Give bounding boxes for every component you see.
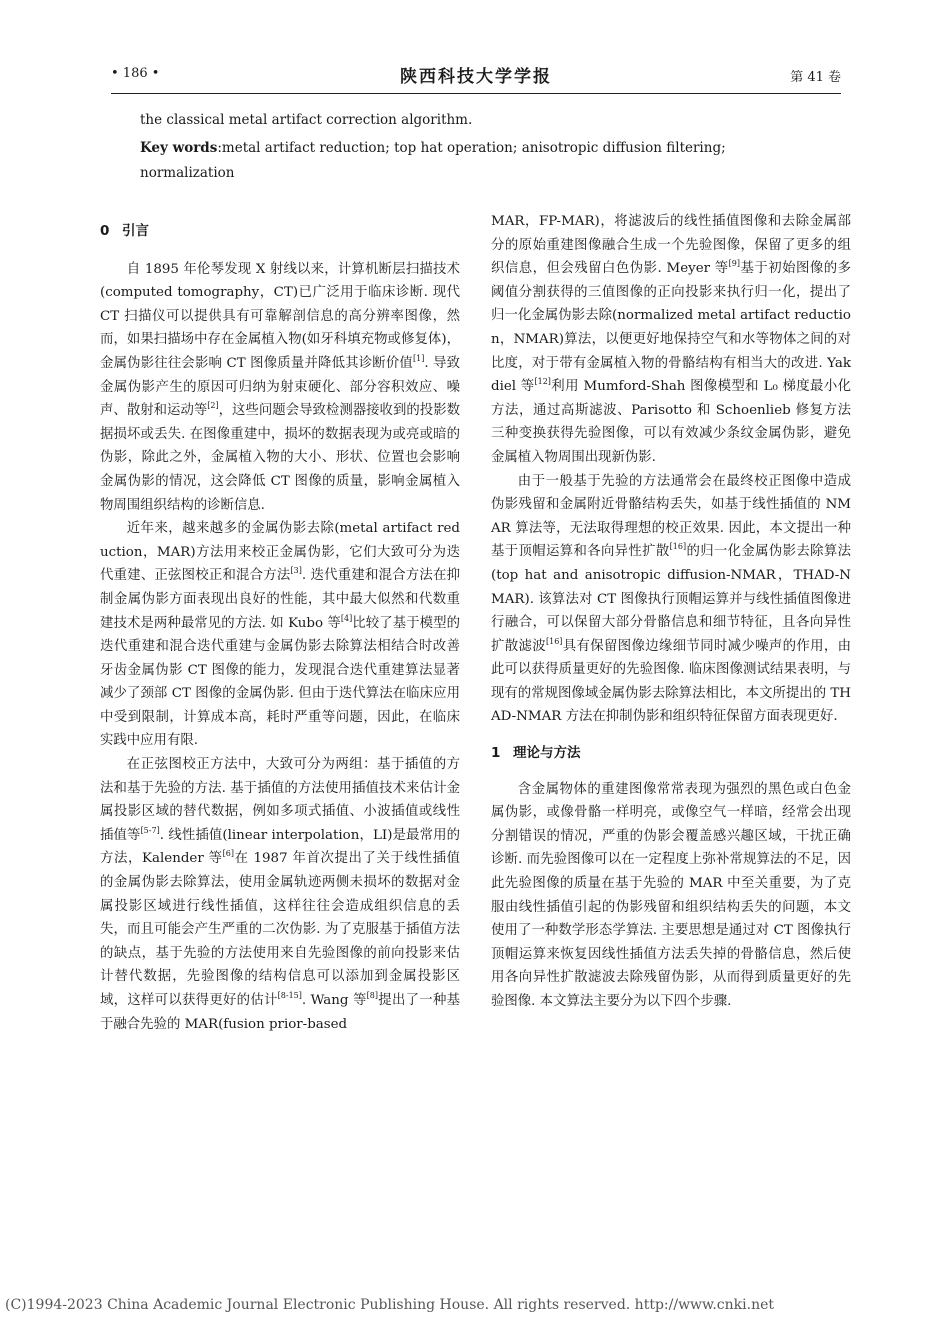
citation: [8-15] — [277, 991, 302, 1000]
text-run: 的归一化金属伪影去除算法(top hat and anisotropic diffusion-NMAR，THAD-NMAR). 该算法对 CT 图像执行顶帽运算并与线性插值图像进行融合，可以保留大部分骨骼信息和细节特征，且各向异性扩散滤波 — [491, 544, 852, 654]
text-run: 近年来，越来越多的金属伪影去除(metal artifact reduction，MAR)方法用来校正金属伪影，它们大致可分为迭代重建、正弦图校正和混合方法 — [100, 521, 460, 584]
page-header — [111, 62, 841, 90]
text-run: MAR，FP-MAR)，将滤波后的线性插值图像和去除金属部分的原始重建图像融合生成一个先验图像，保留了更多的组织信息，但会残留白色伪影. Meyer 等 — [491, 214, 851, 277]
text-run: 基于初始图像的多阈值分割获得的三值图像的正向投影来执行归一化，提出了归一化金属伪影去除(normalized metal artifact reduction，NMAR)算法，以便更好地保持空气和水等物体之间的对比度，对于带有金属植入物的骨骼结构有相当大的改进. Yakdiel 等 — [491, 261, 852, 395]
paragraph — [100, 517, 460, 753]
citation: [1] — [413, 353, 425, 363]
text-run: . 线性插值(linear interpolation，LI)是最常用的方法，Kalender 等 — [100, 827, 461, 867]
text-run: 比较了基于模型的迭代重建和混合迭代重建与金属伪影去除算法相结合时改善牙齿金属伪影 CT 图像的能力，发现混合迭代重建算法显著减少了颈部 CT 图像的金属伪影. 但由于迭代算法在临床应用中受到限制，计算成本高，耗时严重等问题，因此，在临床实践中应用有限. — [100, 615, 461, 749]
text-run: 提出了一种基于融合先验的 MAR(fusion prior-based — [100, 993, 460, 1032]
keywords-label: Key words — [140, 140, 218, 156]
text-run: ，这些问题会导致检测器接收到的投影数据损坏或丢失. 在图像重建中，损坏的数据表现为或亮或暗的伪影，除此之外，金属植入物的大小、形状、位置也会影响金属伪影的情况，这会降低 CT 图像的质量，影响金属植入物周围组织结构的诊断信息. — [100, 403, 461, 513]
keywords — [140, 136, 812, 186]
paragraph — [100, 258, 460, 518]
volume-label: 第 41 卷 — [790, 70, 841, 85]
citation: [12] — [534, 377, 551, 387]
copyright-footer: (C)1994-2023 China Academic Journal Electronic Publishing House. All rights reserved. http://www.cnki.net — [5, 1297, 775, 1313]
paragraph — [100, 753, 460, 1036]
citation: [9] — [728, 259, 740, 269]
header-rule — [111, 93, 841, 94]
text-run: 自 1895 年伦琴发现 X 射线以来，计算机断层扫描技术(computed tomography，CT)已广泛用于临床诊断. 现代 CT 扫描仪可以提供具有可靠解剖信息的高分辨率图像，然而，如果扫描场中存在金属植入物(如牙科填充物或修复体)，金属伪影往往会影响 CT 图像质量并降低其诊断价值 — [100, 261, 460, 371]
citation: [4] — [340, 613, 353, 623]
citation: [2] — [207, 401, 219, 411]
left-column — [100, 210, 460, 1036]
paragraph: 含金属物体的重建图像常常表现为强烈的黑色或白色金属伪影，或像骨骼一样明亮，或像空气一样暗，经常会出现分割错误的情况，严重的伪影会覆盖感兴趣区域，干扰正确诊断. 而先验图像可以在一定程度上弥补常规算法的不足，因此先验图像的质量在基于先验的 MAR 中至关重要，为了克服由线性插值引起的伪影残留和组织结构丢失的问题，本文使用了一种数学形态学算法. 主要思想是通过对 CT 图像执行顶帽运算来恢复因线性插值方法丢失掉的骨骼信息，然后使用各向异性扩散滤波去除残留伪影，从而得到质量更好的先验图像. 本文算法主要分为以下四个步骤. — [491, 781, 851, 1009]
citation: [3] — [290, 566, 302, 576]
page-number: • 186 • — [111, 66, 160, 81]
paragraph — [491, 470, 851, 730]
abstract-tail: the classical metal artifact correction algorithm. — [140, 112, 473, 128]
citation: [6] — [222, 849, 234, 859]
text-run: . 导致金属伪影产生的原因可归纳为射束硬化、部分容积效应、噪声、散射和运动等 — [100, 355, 460, 419]
paragraph — [491, 210, 851, 470]
text-run: . Wang 等 — [301, 993, 367, 1008]
citation: [16] — [669, 542, 687, 552]
citation: [16] — [545, 636, 563, 646]
journal-title: 陕西科技大学学报 — [400, 67, 552, 87]
keywords-text: :metal artifact reduction; top hat operation; anisotropic diffusion filtering; normalization — [140, 140, 726, 181]
text-run: 在 1987 年首次提出了关于线性插值的金属伪影去除算法，使用金属轨迹两侧未损坏的数据对金属投影区域进行线性插值，这样往往会造成组织信息的丢失，而且可能会产生严重的二次伪影. 为了克服基于插值方法的缺点，基于先验的方法使用来自先验图像的前向投影来估计替代数据，先验图像的结构信息可以添加到金属投影区域，这样可以获得更好的估计 — [100, 851, 460, 1008]
section-heading-theory — [491, 742, 851, 766]
text-run: 在正弦图校正方法中，大致可分为两组：基于插值的方法和基于先验的方法. 基于插值的方法使用插值技术来估计金属投影区域的替代数据，例如多项式插值、小波插值或线性插值等 — [100, 757, 460, 843]
section-number: 1 — [491, 745, 501, 762]
text-run: 利用 Mumford-Shah 图像模型和 L₀ 梯度最小化方法，通过高斯滤波、Parisotto 和 Schoenlieb 修复方法三种变换获得先验图像，可以有效减少条纹金属伪影，避免金属植入物周围出现新伪影. — [491, 379, 851, 465]
section-heading-intro — [100, 220, 460, 244]
citation: [5-7] — [140, 825, 160, 835]
text-run: 具有保留图像边缘细节同时减少噪声的作用，由此可以获得质量更好的先验图像. 临床图像测试结果表明，与现有的常规图像域金属伪影去除算法相比，本文所提出的 THAD-NMAR 方法在抑制伪影和组织特征保留方面表现更好. — [491, 638, 852, 725]
text-run: . 迭代重建和混合方法在抑制金属伪影方面表现出良好的性能，其中最大似然和代数重建技术是两种最常见的方法. 如 Kubo 等 — [100, 568, 461, 631]
text-run: 由于一般基于先验的方法通常会在最终校正图像中造成伪影残留和金属附近骨骼结构丢失，如基于线性插值的 NMAR 算法等，无法取得理想的校正效果. 因此，本文提出一种基于顶帽运算和各向异性扩散 — [491, 473, 851, 560]
section-title: 引言 — [122, 223, 149, 239]
section-title: 理论与方法 — [513, 745, 581, 762]
citation: [8] — [366, 991, 378, 1000]
section-number: 0 — [100, 223, 110, 239]
right-column — [491, 210, 851, 1014]
